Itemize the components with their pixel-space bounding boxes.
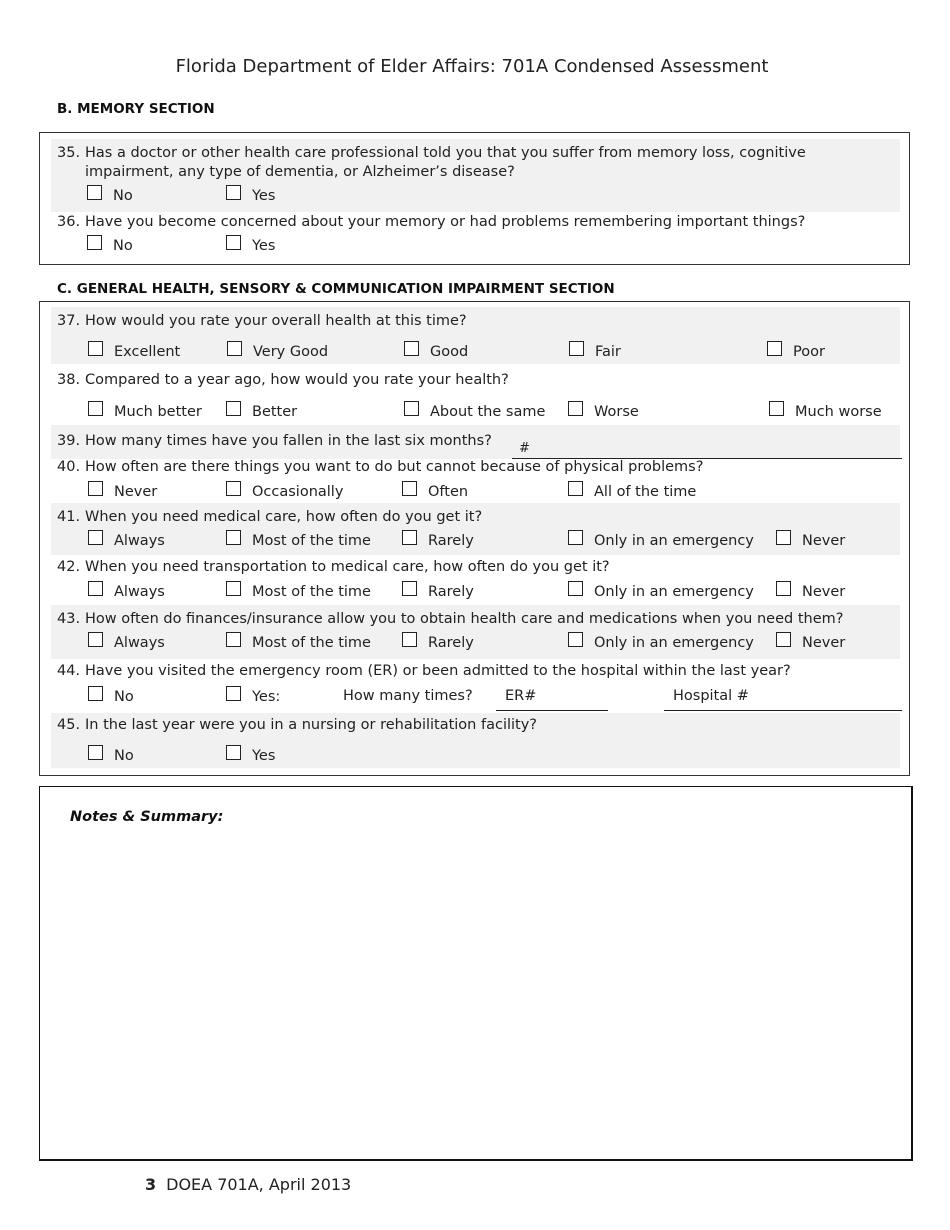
checkbox[interactable]	[402, 581, 417, 596]
question-number: 43.	[57, 611, 81, 627]
option-label: Most of the time	[252, 584, 371, 600]
option-label: Good	[430, 344, 469, 360]
option-label: Only in an emergency	[594, 584, 754, 600]
checkbox[interactable]	[402, 481, 417, 496]
question-text: When you need transportation to medical care, how often do you get it?	[85, 559, 610, 575]
checkbox[interactable]	[402, 632, 417, 647]
question-number: 38.	[57, 372, 81, 388]
question-text: When you need medical care, how often do you get it?	[85, 509, 483, 525]
hospital-count-field[interactable]	[664, 710, 902, 711]
option-label: Much worse	[795, 404, 882, 420]
how-many-times-label: How many times?	[343, 688, 473, 704]
checkbox[interactable]	[226, 481, 241, 496]
question-number: 35.	[57, 145, 81, 161]
option-label: Excellent	[114, 344, 181, 360]
checkbox[interactable]	[87, 185, 102, 200]
option-label: Rarely	[428, 584, 474, 600]
option-label: Worse	[594, 404, 639, 420]
option-label: Fair	[595, 344, 621, 360]
option-label: Yes	[252, 188, 276, 204]
question-number: 41.	[57, 509, 81, 525]
question-number: 45.	[57, 717, 81, 733]
option-label: Much better	[114, 404, 202, 420]
checkbox[interactable]	[226, 401, 241, 416]
checkbox[interactable]	[402, 530, 417, 545]
question-text: How often do finances/insurance allow you to obtain health care and medications when you need them?	[85, 611, 844, 627]
checkbox[interactable]	[404, 401, 419, 416]
option-label: Poor	[793, 344, 825, 360]
checkbox[interactable]	[88, 745, 103, 760]
checkbox[interactable]	[226, 235, 241, 250]
checkbox[interactable]	[226, 632, 241, 647]
checkbox[interactable]	[226, 745, 241, 760]
option-label: No	[114, 689, 134, 705]
hospital-count-label: Hospital #	[673, 688, 749, 704]
question-text: Have you visited the emergency room (ER) or been admitted to the hospital within the last year?	[85, 663, 791, 679]
question-number: 42.	[57, 559, 81, 575]
checkbox[interactable]	[88, 581, 103, 596]
checkbox[interactable]	[227, 341, 242, 356]
checkbox[interactable]	[88, 341, 103, 356]
memory-section-box	[39, 132, 910, 265]
question-text: Has a doctor or other health care professional told you that you suffer from memory loss, cognitive	[85, 145, 806, 161]
option-label: Only in an emergency	[594, 635, 754, 651]
option-label: Always	[114, 635, 165, 651]
option-label: Rarely	[428, 635, 474, 651]
checkbox[interactable]	[776, 530, 791, 545]
option-label: Yes	[252, 748, 276, 764]
page-number: 3	[145, 1175, 157, 1194]
option-label: Very Good	[253, 344, 329, 360]
option-label: No	[114, 748, 134, 764]
er-count-field[interactable]	[496, 710, 608, 711]
checkbox[interactable]	[404, 341, 419, 356]
option-label: Never	[802, 635, 846, 651]
checkbox[interactable]	[568, 581, 583, 596]
checkbox[interactable]	[569, 341, 584, 356]
checkbox[interactable]	[88, 530, 103, 545]
checkbox[interactable]	[568, 401, 583, 416]
checkbox[interactable]	[226, 530, 241, 545]
question-text: How often are there things you want to do but cannot because of physical problems?	[85, 459, 704, 475]
general-health-section-heading: C. GENERAL HEALTH, SENSORY & COMMUNICATION IMPAIRMENT SECTION	[57, 281, 615, 297]
option-label: Yes:	[252, 689, 281, 705]
option-label: Most of the time	[252, 635, 371, 651]
checkbox[interactable]	[776, 632, 791, 647]
checkbox[interactable]	[769, 401, 784, 416]
notes-summary-box[interactable]	[39, 786, 913, 1161]
checkbox[interactable]	[87, 235, 102, 250]
option-label: Occasionally	[252, 484, 344, 500]
page-title: Florida Department of Elder Affairs: 701A Condensed Assessment	[175, 56, 769, 77]
question-text: impairment, any type of dementia, or Alzheimer’s disease?	[85, 164, 515, 180]
question-text: How would you rate your overall health at this time?	[85, 313, 467, 329]
option-label: Yes	[252, 238, 276, 254]
option-label: Often	[428, 484, 469, 500]
form-id: DOEA 701A, April 2013	[166, 1175, 352, 1194]
option-label: No	[113, 188, 133, 204]
option-label: Most of the time	[252, 533, 371, 549]
option-label: Never	[114, 484, 158, 500]
option-label: Always	[114, 584, 165, 600]
question-text: How many times have you fallen in the last six months?	[85, 433, 492, 449]
general-health-section-box	[39, 301, 910, 776]
question-number: 44.	[57, 663, 81, 679]
question-number: 40.	[57, 459, 81, 475]
checkbox[interactable]	[226, 185, 241, 200]
er-count-label: ER#	[505, 688, 537, 704]
option-label: Never	[802, 584, 846, 600]
question-text: Compared to a year ago, how would you rate your health?	[85, 372, 509, 388]
checkbox[interactable]	[767, 341, 782, 356]
option-label: About the same	[430, 404, 546, 420]
option-label: Never	[802, 533, 846, 549]
option-label: Only in an emergency	[594, 533, 754, 549]
falls-count-label: #	[519, 441, 530, 456]
checkbox[interactable]	[776, 581, 791, 596]
option-label: Rarely	[428, 533, 474, 549]
question-number: 37.	[57, 313, 81, 329]
question-text: In the last year were you in a nursing or rehabilitation facility?	[85, 717, 537, 733]
memory-section-heading: B. MEMORY SECTION	[57, 101, 215, 117]
checkbox[interactable]	[88, 481, 103, 496]
notes-summary-label: Notes & Summary:	[70, 809, 224, 825]
checkbox[interactable]	[88, 401, 103, 416]
checkbox[interactable]	[568, 632, 583, 647]
checkbox[interactable]	[88, 686, 103, 701]
page-footer	[145, 1175, 351, 1194]
question-number: 39.	[57, 433, 81, 449]
checkbox[interactable]	[226, 686, 241, 701]
option-label: No	[113, 238, 133, 254]
question-text: Have you become concerned about your memory or had problems remembering important things?	[85, 214, 806, 230]
checkbox[interactable]	[88, 632, 103, 647]
option-label: Always	[114, 533, 165, 549]
checkbox[interactable]	[226, 581, 241, 596]
question-number: 36.	[57, 214, 81, 230]
option-label: Better	[252, 404, 298, 420]
checkbox[interactable]	[568, 530, 583, 545]
checkbox[interactable]	[568, 481, 583, 496]
option-label: All of the time	[594, 484, 697, 500]
